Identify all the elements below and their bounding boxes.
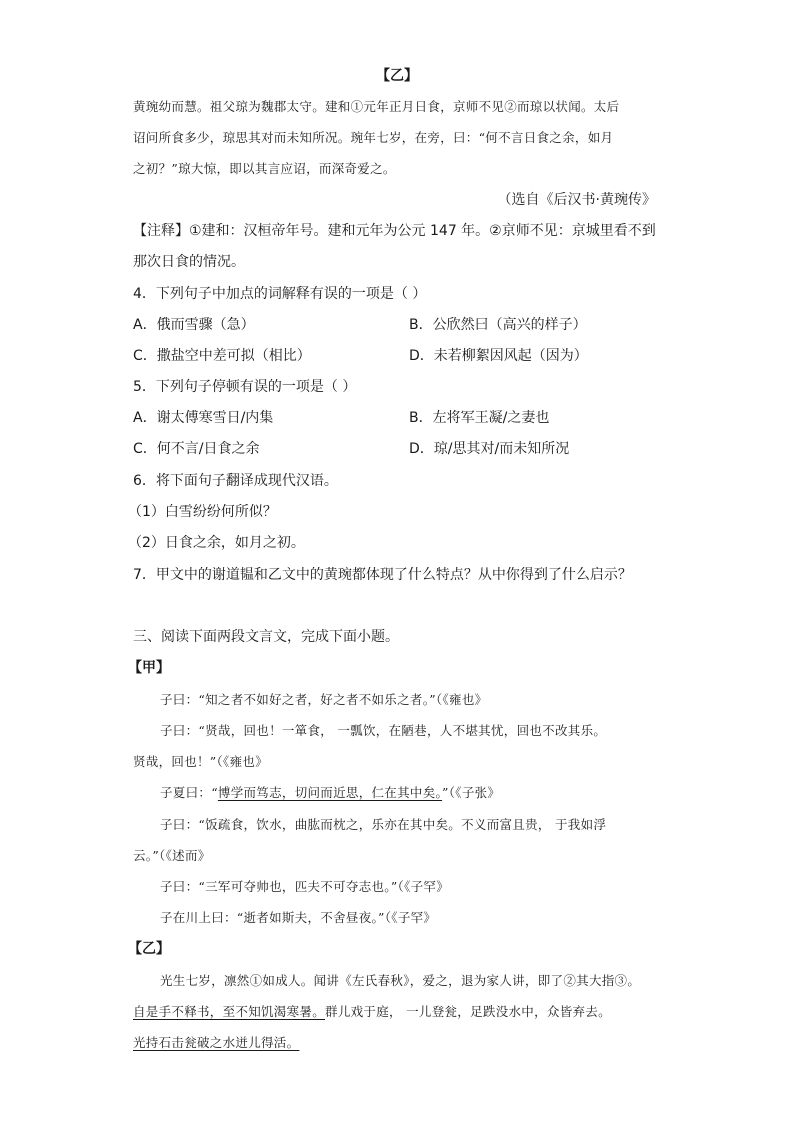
jia-line-3: 贤哉，回也！”（《雍也》: [133, 754, 268, 769]
section-3-title: 三、阅读下面两段文言文，完成下面小题。: [133, 629, 399, 645]
yi-heading-2: 【乙】: [128, 941, 170, 957]
jia-line-4-suffix: ”（《子张》: [442, 785, 501, 800]
yi-source: （选自《后汉书·黄琬传》: [497, 192, 656, 208]
q5-option-d: D．琼/思其对/而未知所况: [409, 441, 570, 457]
jia-line-1: 子曰：“知之者不如好之者，好之者不如乐之者。”（《雍也》: [160, 692, 488, 707]
yi-passage-line-3: 之初？”琼大惊，即以其言应诏，而深奇爱之。: [133, 161, 396, 176]
jia-line-4: [160, 783, 500, 803]
yi-heading-1: 【乙】: [376, 68, 418, 84]
q6-sentence-2: （2）日食之余，如月之初。: [128, 535, 305, 551]
q7-stem: 7．甲文中的谢道韫和乙文中的黄琬都体现了什么特点？从中你得到了什么启示？: [133, 567, 632, 583]
jia-line-6: 云。”（《述而》: [133, 848, 211, 863]
q5-stem: 5．下列句子停顿有误的一项是（ ）: [133, 379, 357, 395]
q5-option-c: C．何不言/日食之余: [133, 441, 260, 457]
jia-heading: 【甲】: [128, 660, 170, 676]
yi-passage-line-2: 诏问所食多少，琼思其对而未知所况。琬年七岁，在旁，曰：“何不言日食之余，如月: [133, 130, 614, 145]
notes-line-2: 那次日食的情况。: [133, 254, 245, 270]
q6-sentence-1: （1）白雪纷纷何所似？: [128, 504, 277, 520]
jia-line-4-prefix: 子夏曰：“: [160, 785, 218, 800]
yi2-line-1: 光生七岁，凛然①如成人。闻讲《左氏春秋》，爱之，退为家人讲，即了②其大指③。: [160, 973, 641, 988]
yi2-line-3-underlined: 光持石击瓮破之水迸儿得活。: [133, 1035, 300, 1050]
q5-option-a: A．谢太傅寒雪日/内集: [133, 410, 274, 426]
q4-option-c: C．撒盐空中差可拟（相比）: [133, 348, 311, 364]
jia-line-2: 子曰：“贤哉，回也！一箪食， 一瓢饮，在陋巷，人不堪其忧，回也不改其乐。: [160, 723, 607, 738]
yi-passage-line-1: 黄琬幼而慧。祖父琼为魏郡太守。建和①元年正月日食，京师不见②而琼以状闻。太后: [133, 99, 620, 114]
q4-option-d: D．未若柳絮因风起（因为）: [409, 348, 588, 364]
yi2-line-2: [133, 1002, 611, 1022]
yi2-line-2-rest: 群儿戏于庭， 一儿登瓮，足跌没水中，众皆弃去。: [325, 1004, 611, 1019]
jia-line-4-underlined: 博学而笃志，切问而近思，仁在其中矣。: [217, 785, 443, 800]
notes-line-1: 【注释】①建和：汉桓帝年号。建和元年为公元 147 年。②京师不见：京城里看不到: [133, 223, 656, 239]
q5-option-b: B．左将军王凝/之妻也: [409, 410, 550, 426]
jia-line-5: 子曰：“饭疏食，饮水，曲肱而枕之，乐亦在其中矣。不义而富且贵， 于我如浮: [160, 817, 607, 832]
q4-option-b: B．公欣然曰（高兴的样子）: [409, 317, 587, 333]
jia-line-7: 子曰：“三军可夺帅也，匹夫不可夺志也。”（《子罕》: [160, 879, 450, 894]
q6-stem: 6．将下面句子翻译成现代汉语。: [133, 473, 338, 489]
jia-line-8: 子在川上曰：“逝者如斯夫，不舍昼夜。”（《子罕》: [160, 910, 437, 925]
yi2-line-2-underlined: 自是手不释书，至不知饥渴寒暑。: [133, 1004, 326, 1019]
q4-option-a: A．俄而雪骤（急）: [133, 317, 255, 333]
yi2-line-3: [133, 1033, 299, 1053]
q4-stem: 4．下列句子中加点的词解释有误的一项是（ ）: [133, 286, 427, 302]
